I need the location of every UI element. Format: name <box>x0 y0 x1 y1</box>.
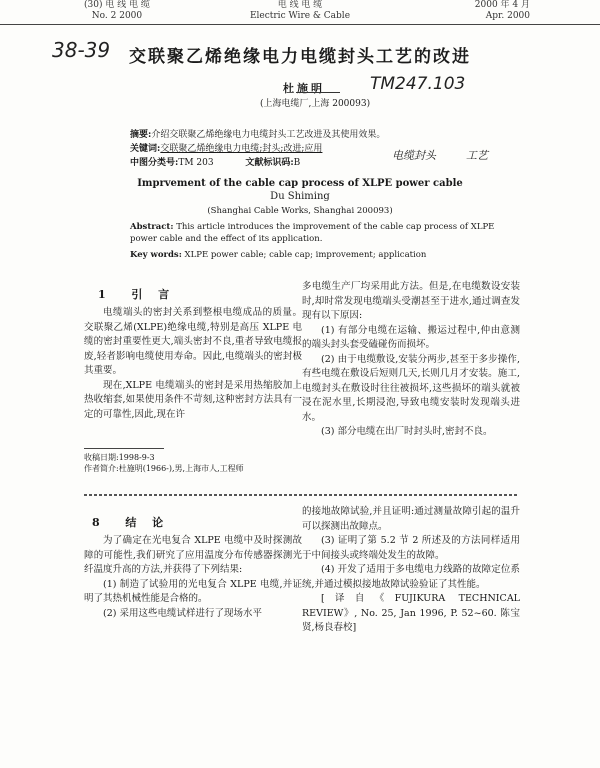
keywords-cn <box>130 143 390 155</box>
clc-value: TM 203 <box>178 158 214 168</box>
right-paragraph-continued: 多电缆生产厂均采用此方法。但是,在电缆数设安装时,却时常发现电缆端头受潮甚至于进水,通过调查发现有以下原因: <box>302 281 520 321</box>
keywords-en-label: Key words: <box>130 250 182 260</box>
author-en: Du Shiming <box>270 191 330 202</box>
handwritten-page-ref: 38-39 <box>52 38 111 62</box>
doc-code-label: 文献标识码: <box>245 158 294 168</box>
section-1-body <box>84 306 302 422</box>
cause-item-2: (2) 由于电缆敷设,安装分两步,甚至于多步操作,有些电缆在敷设后短则几天,长则几月才安装。施工,电缆封头在敷设时往往被损坏,这些损坏的端头就被浸在泥水里,长期浸泡,导致电缆安装时发现端头进水。 <box>302 353 520 423</box>
footnote-received: 收稿日期:1998-9-3 <box>84 453 155 462</box>
section-1-number: 1 <box>98 288 112 301</box>
section-8-number: 8 <box>92 516 106 529</box>
cause-item-3: (3) 部分电缆在出厂时封头时,密封不良。 <box>321 426 493 437</box>
paper-title-en: Imprvement of the cable cap process of XLPE power cable <box>137 178 463 189</box>
footnote-author-bio: 作者简介:杜施明(1966-),男,上海市人,工程师 <box>84 464 244 473</box>
doc-code-value: B <box>293 158 301 168</box>
section-8-heading <box>92 514 169 530</box>
section-1-title: 引 言 <box>131 288 176 301</box>
right-column-bottom <box>302 505 520 636</box>
footnote-rule <box>84 448 164 449</box>
keywords-cn-text: 交联聚乙烯绝缘电力电缆;封头;改进;应用 <box>160 144 323 154</box>
cause-item-1: (1) 有部分电缆在运输、搬运过程中,仲由意测的端头封头套受磕碰伤而损坏。 <box>302 324 520 350</box>
handwritten-note-process: 工艺 <box>466 149 488 162</box>
classification-line <box>130 157 390 169</box>
author-underline <box>296 92 340 93</box>
affiliation-cn: (上海电缆厂,上海 200093) <box>260 99 371 109</box>
right-column-top <box>302 280 520 440</box>
abstract-en <box>130 221 520 245</box>
header-date-right: 2000 年 4 月 Apr. 2000 <box>474 0 530 21</box>
footnote <box>84 452 302 474</box>
section-1-paragraph-1: 电缆端头的密封关系到整根电缆成品的质量。交联聚乙烯(XLPE)绝缘电缆,特别是高压 XLPE 电缆的密封重要性更大,端头密封不良,重者导致电缆报废,轻者影响电缆使用寿命。因此,电缆端头的密封极其重要。 <box>84 307 302 376</box>
abstract-en-label: Abstract: <box>130 222 174 232</box>
conclusion-continued: 的接地故障试验,并且证明:通过测量故障引起的温升可以探测出故障点。 <box>302 506 520 532</box>
paper-title-cn: 交联聚乙烯绝缘电力电缆封头工艺的改进 <box>129 47 471 67</box>
affiliation-en: (Shanghai Cable Works, Shanghai 200093) <box>207 206 393 216</box>
conclusion-item-1: (1) 制造了试验用的光电复合 XLPE 电缆,并证明了其热机械性能是合格的。 <box>84 578 302 604</box>
abstract-cn <box>130 129 400 141</box>
section-8-title: 结 论 <box>125 516 170 529</box>
header-rule <box>0 24 600 25</box>
handwritten-class-code: TM247.103 <box>370 74 466 94</box>
author-cn: 杜施明 <box>283 82 325 95</box>
article-separator <box>84 492 519 498</box>
header-journal-center: 电 线 电 缆 Electric Wire & Cable <box>249 0 351 21</box>
clc-label: 中图分类号: <box>130 158 179 168</box>
section-8-body <box>84 534 302 621</box>
section-8-paragraph-1: 为了确定在光电复合 XLPE 电缆中及时探测故障的可能性,我们研究了应用温度分布传感器探测光纤温度升高的方法,并获得了下列结果: <box>84 535 302 575</box>
abstract-en-text: This article introduces the improvement of the cable cap process of XLPE power cable and the effect of its application. <box>130 222 495 244</box>
conclusion-item-3: (3) 证明了第 5.2 节 2 所述及的方法同样适用于中间接头或终端处发生的故障。 <box>302 535 520 561</box>
section-1-heading <box>98 286 175 302</box>
conclusion-item-2: (2) 采用这些电缆试样进行了现场水平 <box>103 607 262 619</box>
abstract-cn-text: 介绍交联聚乙烯绝缘电力电缆封头工艺改进及其使用效果。 <box>151 130 386 140</box>
keywords-en <box>130 249 520 261</box>
header-journal-left: (30) 电 线 电 缆 No. 2 2000 <box>84 0 150 21</box>
conclusion-item-4: (4) 开发了适用于多电缆电力线路的故障定位系统,并通过模拟接地故障试验验证了其性能。 <box>302 564 520 590</box>
keywords-en-text: XLPE power cable; cable cap; improvement; application <box>184 250 427 260</box>
handwritten-note-cable-cap: 电缆封头 <box>392 149 436 162</box>
section-1-paragraph-2: 现在,XLPE 电缆端头的密封是采用热缩胶加上热收缩套,如果使用条件不苛刻,这种密封方法具有一定的可靠性,因此,现在许 <box>84 379 302 420</box>
translation-source: [译自《FUJIKURA TECHNICAL REVIEW》, No. 25, Jan 1996, P. 52~60. 陈宝贤,杨良春校] <box>302 593 520 633</box>
keywords-cn-label: 关键词: <box>130 144 161 154</box>
abstract-cn-label: 摘要: <box>130 130 152 140</box>
